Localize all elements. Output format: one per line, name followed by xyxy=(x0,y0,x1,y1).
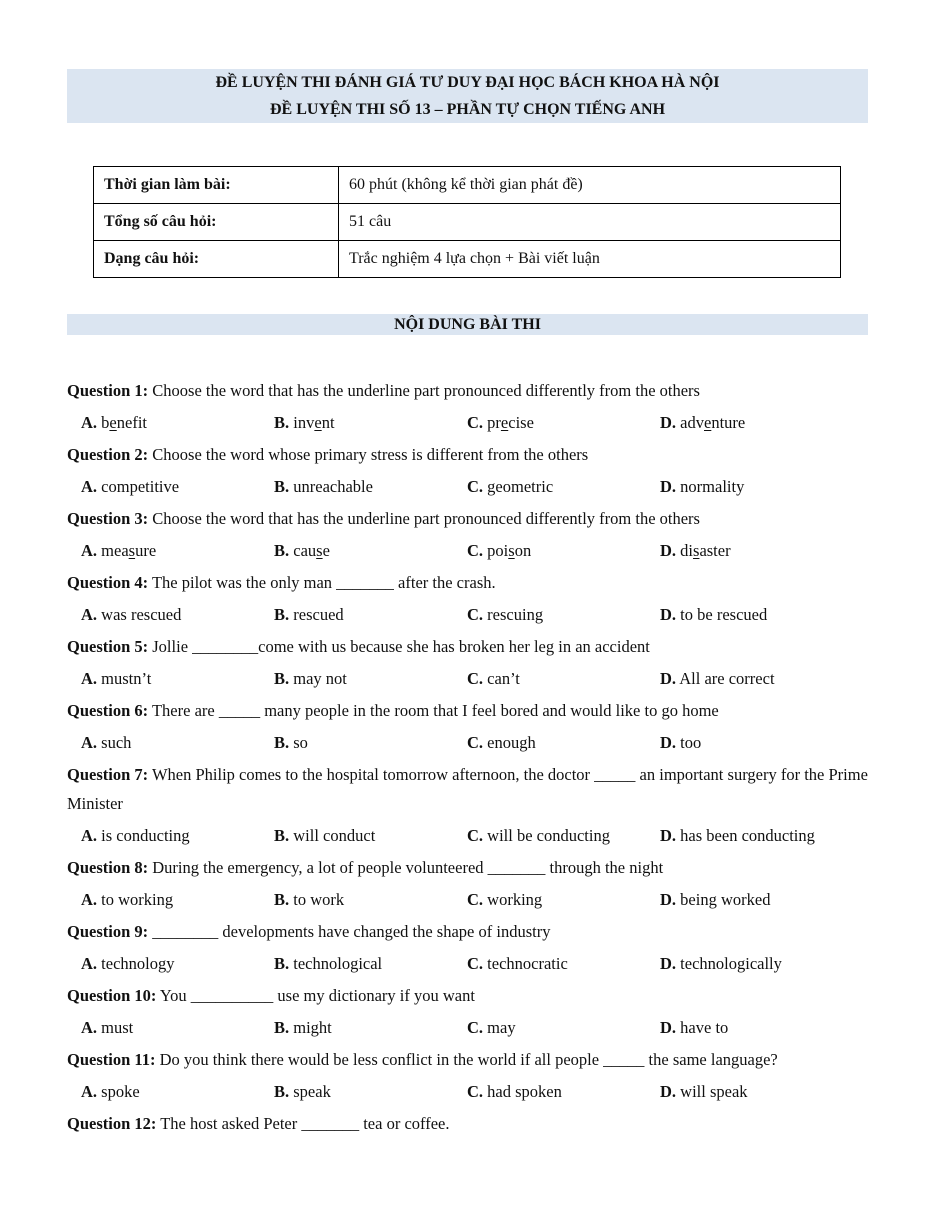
option-letter: B. xyxy=(274,890,290,909)
question xyxy=(67,917,868,978)
answer-options xyxy=(67,728,868,757)
option-text: technological xyxy=(289,954,383,973)
answer-option[interactable] xyxy=(467,408,660,437)
option-letter: C. xyxy=(467,826,484,845)
answer-option[interactable] xyxy=(660,408,745,437)
answer-option[interactable] xyxy=(660,821,815,850)
option-letter: C. xyxy=(467,890,484,909)
option-text: working xyxy=(483,890,543,909)
option-letter: A. xyxy=(81,954,98,973)
info-key: Thời gian làm bài: xyxy=(94,167,339,204)
question xyxy=(67,632,868,693)
answer-option[interactable] xyxy=(81,1077,274,1106)
option-letter: C. xyxy=(467,733,484,752)
option-text-rest: nefit xyxy=(116,413,147,432)
question xyxy=(67,1109,868,1138)
question-list xyxy=(67,376,873,1138)
answer-option[interactable] xyxy=(81,600,274,629)
option-text-rest: ure xyxy=(135,541,157,560)
question-stem xyxy=(67,568,868,597)
option-text-rest: nt xyxy=(321,413,335,432)
option-letter: A. xyxy=(81,890,98,909)
info-value: 51 câu xyxy=(339,204,841,241)
info-row xyxy=(94,167,841,204)
info-value: Trắc nghiệm 4 lựa chọn + Bài viết luận xyxy=(339,241,841,278)
answer-options xyxy=(67,885,868,914)
info-row xyxy=(94,204,841,241)
option-text: geometric xyxy=(483,477,554,496)
option-text: will conduct xyxy=(289,826,376,845)
answer-option[interactable] xyxy=(660,728,701,757)
option-text: technocratic xyxy=(483,954,568,973)
answer-options xyxy=(67,664,868,693)
question-stem xyxy=(67,760,873,818)
option-letter: B. xyxy=(274,1082,290,1101)
answer-option[interactable] xyxy=(660,536,731,565)
answer-option[interactable] xyxy=(274,885,467,914)
answer-option[interactable] xyxy=(274,536,467,565)
option-underlined-part: e xyxy=(109,413,117,432)
option-text: enough xyxy=(483,733,536,752)
option-letter: C. xyxy=(467,413,484,432)
option-letter: A. xyxy=(81,413,98,432)
answer-option[interactable] xyxy=(467,1077,660,1106)
option-letter: D. xyxy=(660,413,677,432)
question xyxy=(67,568,868,629)
answer-options xyxy=(67,821,868,850)
answer-option[interactable] xyxy=(274,728,467,757)
option-underlined-part: s xyxy=(316,541,323,560)
option-text: mea xyxy=(97,541,129,560)
question-label: Question 7: xyxy=(67,765,149,784)
option-letter: C. xyxy=(467,477,484,496)
option-text: b xyxy=(97,413,110,432)
option-letter: B. xyxy=(274,541,290,560)
answer-option[interactable] xyxy=(81,949,274,978)
question-label: Question 2: xyxy=(67,445,149,464)
answer-option[interactable] xyxy=(467,472,660,501)
question-label: Question 11: xyxy=(67,1050,156,1069)
question-stem xyxy=(67,853,868,882)
option-text: was rescued xyxy=(97,605,182,624)
answer-options xyxy=(67,536,868,565)
question-label: Question 3: xyxy=(67,509,149,528)
option-underlined-part: e xyxy=(704,413,712,432)
info-value: 60 phút (không kể thời gian phát đề) xyxy=(339,167,841,204)
option-text: All are correct xyxy=(676,669,775,688)
answer-option[interactable] xyxy=(274,1013,467,1042)
option-letter: B. xyxy=(274,826,290,845)
option-text: to be rescued xyxy=(676,605,768,624)
question-text: You __________ use my dictionary if you want xyxy=(156,986,475,1005)
exam-info-table xyxy=(93,166,841,278)
exam-subtitle: ĐỀ LUYỆN THI SỐ 13 – PHẦN TỰ CHỌN TIẾNG ANH xyxy=(269,101,666,118)
answer-option[interactable] xyxy=(81,536,274,565)
question xyxy=(67,696,868,757)
option-text: will be conducting xyxy=(483,826,610,845)
question-text: When Philip comes to the hospital tomorrow afternoon, the doctor _____ an important surgery for the Prime Minister xyxy=(67,765,873,813)
answer-options xyxy=(67,408,868,437)
option-text: inv xyxy=(289,413,315,432)
question xyxy=(67,440,868,501)
answer-option[interactable] xyxy=(660,600,767,629)
option-letter: D. xyxy=(660,954,677,973)
question xyxy=(67,504,868,565)
answer-option[interactable] xyxy=(274,600,467,629)
question xyxy=(67,376,868,437)
answer-option[interactable] xyxy=(81,1013,274,1042)
answer-option[interactable] xyxy=(274,1077,467,1106)
question-label: Question 8: xyxy=(67,858,149,877)
option-underlined-part: e xyxy=(314,413,322,432)
option-letter: D. xyxy=(660,826,677,845)
question-label: Question 12: xyxy=(67,1114,157,1133)
option-text: must xyxy=(97,1018,134,1037)
question-text: There are _____ many people in the room that I feel bored and would like to go home xyxy=(148,701,719,720)
option-text: have to xyxy=(676,1018,729,1037)
option-text: di xyxy=(676,541,694,560)
question-stem xyxy=(67,504,868,533)
question-stem xyxy=(67,376,868,405)
info-row xyxy=(94,241,841,278)
option-letter: A. xyxy=(81,1082,98,1101)
option-text: rescuing xyxy=(483,605,544,624)
option-text: to working xyxy=(97,890,174,909)
info-key: Dạng câu hỏi: xyxy=(94,241,339,278)
title-band xyxy=(67,69,868,123)
option-text: unreachable xyxy=(289,477,373,496)
option-letter: A. xyxy=(81,605,98,624)
option-text: spoke xyxy=(97,1082,140,1101)
answer-option[interactable] xyxy=(467,821,660,850)
answer-option[interactable] xyxy=(660,664,775,693)
question-text: Jollie ________come with us because she has broken her leg in an accident xyxy=(148,637,650,656)
option-text: speak xyxy=(289,1082,331,1101)
answer-option[interactable] xyxy=(660,1013,728,1042)
answer-options xyxy=(67,600,868,629)
question-label: Question 9: xyxy=(67,922,149,941)
answer-option[interactable] xyxy=(81,472,274,501)
question-stem xyxy=(67,981,868,1010)
option-letter: D. xyxy=(660,1018,677,1037)
option-letter: A. xyxy=(81,477,98,496)
answer-options xyxy=(67,1013,868,1042)
option-text-rest: cise xyxy=(508,413,534,432)
option-text: may not xyxy=(289,669,347,688)
option-text: has been conducting xyxy=(676,826,815,845)
answer-option[interactable] xyxy=(274,821,467,850)
question-text: Choose the word that has the underline part pronounced differently from the others xyxy=(148,509,700,528)
option-underlined-part: e xyxy=(500,413,509,432)
option-text: had spoken xyxy=(483,1082,562,1101)
answer-option[interactable] xyxy=(467,536,660,565)
option-letter: C. xyxy=(467,605,484,624)
answer-option[interactable] xyxy=(467,885,660,914)
option-letter: A. xyxy=(81,669,98,688)
exam-page xyxy=(67,69,873,1141)
option-text: technologically xyxy=(676,954,782,973)
answer-option[interactable] xyxy=(660,949,782,978)
option-letter: C. xyxy=(467,669,484,688)
question-label: Question 4: xyxy=(67,573,149,592)
answer-option[interactable] xyxy=(660,1077,748,1106)
answer-option[interactable] xyxy=(274,664,467,693)
question-label: Question 6: xyxy=(67,701,149,720)
option-letter: A. xyxy=(81,1018,98,1037)
question-stem xyxy=(67,917,868,946)
question-text: ________ developments have changed the shape of industry xyxy=(148,922,551,941)
option-text-rest: on xyxy=(514,541,532,560)
answer-option[interactable] xyxy=(274,949,467,978)
question-stem xyxy=(67,1109,868,1138)
answer-option[interactable] xyxy=(660,472,744,501)
question-label: Question 5: xyxy=(67,637,149,656)
option-text: so xyxy=(289,733,308,752)
option-letter: A. xyxy=(81,733,98,752)
option-letter: C. xyxy=(467,1082,484,1101)
answer-option[interactable] xyxy=(81,664,274,693)
question-text: Choose the word that has the underline part pronounced differently from the others xyxy=(148,381,700,400)
option-letter: D. xyxy=(660,477,677,496)
answer-option[interactable] xyxy=(274,408,467,437)
answer-option[interactable] xyxy=(467,949,660,978)
option-letter: C. xyxy=(467,1018,484,1037)
answer-option[interactable] xyxy=(467,664,660,693)
option-text: might xyxy=(289,1018,332,1037)
answer-options xyxy=(67,949,868,978)
section-title: NỘI DUNG BÀI THI xyxy=(67,314,868,335)
question xyxy=(67,760,873,850)
question-text: During the emergency, a lot of people volunteered _______ through the night xyxy=(148,858,664,877)
option-text: cau xyxy=(289,541,317,560)
question-label: Question 1: xyxy=(67,381,149,400)
option-letter: B. xyxy=(274,605,290,624)
option-letter: D. xyxy=(660,605,677,624)
answer-option[interactable] xyxy=(81,821,274,850)
option-letter: B. xyxy=(274,669,290,688)
option-letter: B. xyxy=(274,733,290,752)
answer-option[interactable] xyxy=(81,408,274,437)
question-text: The host asked Peter _______ tea or coffee. xyxy=(156,1114,450,1133)
question-stem xyxy=(67,632,868,661)
option-letter: B. xyxy=(274,477,290,496)
exam-title: ĐỀ LUYỆN THI ĐÁNH GIÁ TƯ DUY ĐẠI HỌC BÁCH KHOA HÀ NỘI xyxy=(215,74,720,91)
option-text: too xyxy=(676,733,702,752)
option-text: being worked xyxy=(676,890,771,909)
question-text: Choose the word whose primary stress is different from the others xyxy=(148,445,589,464)
info-key: Tổng số câu hỏi: xyxy=(94,204,339,241)
option-underlined-part: s xyxy=(128,541,136,560)
option-letter: C. xyxy=(467,954,484,973)
option-text: normality xyxy=(676,477,745,496)
answer-options xyxy=(67,1077,868,1106)
option-letter: A. xyxy=(81,826,98,845)
option-letter: D. xyxy=(660,541,677,560)
option-text: to work xyxy=(289,890,345,909)
option-letter: C. xyxy=(467,541,484,560)
answer-options xyxy=(67,472,868,501)
option-letter: D. xyxy=(660,733,677,752)
answer-option[interactable] xyxy=(274,472,467,501)
option-underlined-part: s xyxy=(693,541,700,560)
question xyxy=(67,853,868,914)
option-text: will speak xyxy=(676,1082,748,1101)
question-stem xyxy=(67,440,868,469)
option-text: poi xyxy=(483,541,509,560)
question-label: Question 10: xyxy=(67,986,157,1005)
option-letter: D. xyxy=(660,890,677,909)
answer-option[interactable] xyxy=(81,885,274,914)
option-text: such xyxy=(97,733,132,752)
question-stem xyxy=(67,696,868,725)
answer-option[interactable] xyxy=(660,885,770,914)
answer-option[interactable] xyxy=(467,600,660,629)
question-text: The pilot was the only man _______ after the crash. xyxy=(148,573,496,592)
option-text: can’t xyxy=(483,669,520,688)
option-text: adv xyxy=(676,413,704,432)
option-letter: B. xyxy=(274,1018,290,1037)
option-letter: B. xyxy=(274,413,290,432)
option-text-rest: nture xyxy=(711,413,746,432)
answer-option[interactable] xyxy=(467,728,660,757)
option-text: rescued xyxy=(289,605,344,624)
option-text: mustn’t xyxy=(97,669,152,688)
question xyxy=(67,981,868,1042)
question-text: Do you think there would be less conflict in the world if all people _____ the same language? xyxy=(155,1050,778,1069)
question xyxy=(67,1045,868,1106)
option-text: may xyxy=(483,1018,516,1037)
option-text-rest: aster xyxy=(699,541,731,560)
option-text: competitive xyxy=(97,477,180,496)
question-stem xyxy=(67,1045,868,1074)
option-letter: D. xyxy=(660,1082,677,1101)
option-letter: A. xyxy=(81,541,98,560)
answer-option[interactable] xyxy=(467,1013,660,1042)
option-letter: B. xyxy=(274,954,290,973)
option-letter: D. xyxy=(660,669,677,688)
option-text: technology xyxy=(97,954,175,973)
answer-option[interactable] xyxy=(81,728,274,757)
option-text: is conducting xyxy=(97,826,190,845)
option-text: pr xyxy=(483,413,501,432)
option-text-rest: e xyxy=(322,541,330,560)
option-underlined-part: s xyxy=(508,541,515,560)
